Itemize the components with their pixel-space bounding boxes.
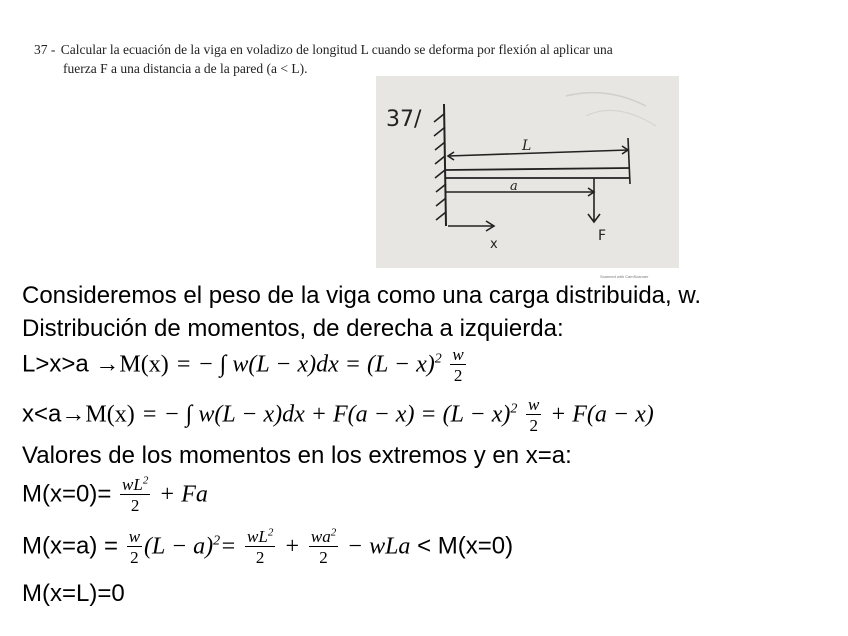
ma-eq: =: [220, 533, 237, 560]
problem-statement: [34, 40, 774, 78]
problem-line-2: fuerza F a una distancia a de la pared (a < L).: [63, 61, 308, 76]
problem-line-1: Calcular la ecuación de la viga en voladizo de longitud L cuando se deforma por flexión al aplicar una: [60, 42, 613, 57]
ma-frac2-den: 2: [255, 548, 265, 567]
case1-sup: 2: [434, 351, 442, 367]
case1-expr: = − ∫ w(L − x)dx = (L − x): [175, 351, 435, 378]
ma-label: M(x=a) =: [22, 532, 119, 560]
case1-line: [22, 346, 468, 384]
sketch-label-L: L: [522, 138, 532, 154]
problem-number: 37 -: [34, 42, 56, 57]
case2-tail: + F(a − x): [550, 401, 654, 428]
m0-tail: + Fa: [159, 481, 208, 508]
case2-lhs: M(x): [85, 401, 135, 428]
case2-fraction: [526, 396, 541, 434]
wall-line: [444, 104, 446, 226]
m0-line: [22, 476, 208, 514]
ma-line: [22, 528, 513, 566]
ma-fraction-3: [309, 528, 338, 566]
case1-prefix: L>x>a →: [22, 350, 120, 378]
ma-fraction: [127, 528, 142, 566]
ma-compare: < M(x=0): [417, 532, 514, 560]
case2-sup: 2: [510, 401, 518, 417]
force-arrow: [588, 196, 600, 222]
m0-label: M(x=0)=: [22, 480, 112, 508]
ma-mid-sup: 2: [213, 533, 221, 549]
case1-frac-num: w: [452, 345, 464, 364]
case2-line: [22, 396, 654, 434]
ma-plus: +: [283, 533, 301, 560]
case1-lhs: M(x): [119, 351, 169, 378]
sketch-number-label: 37/: [386, 107, 422, 132]
case1-frac-den: 2: [453, 366, 463, 385]
m0-fraction: [120, 476, 150, 514]
case2-frac-den: 2: [529, 416, 538, 435]
ma-frac-num: w: [128, 527, 141, 546]
beam-sketch-photo: [376, 76, 679, 268]
ma-tail: − wLa: [346, 533, 411, 560]
case1-fraction: [450, 346, 465, 384]
values-title: Valores de los momentos en los extremos y en x=a:: [22, 442, 572, 469]
case2-frac-num: w: [528, 395, 540, 414]
ma-mid: (L − a): [144, 533, 214, 560]
beam: [446, 168, 630, 178]
m0-frac-den: 2: [130, 496, 140, 515]
case2-prefix: x<a→: [22, 400, 86, 428]
case2-expr: = − ∫ w(L − x)dx + F(a − x) = (L − x): [141, 401, 511, 428]
ma-frac-den: 2: [130, 548, 139, 567]
sketch-label-x: x: [490, 237, 498, 252]
ma-fraction-2: [245, 528, 275, 566]
m0-frac-num: $wL^2$: [122, 474, 149, 494]
ml-line: M(x=L)=0: [22, 580, 125, 607]
beam-sketch: [376, 76, 679, 268]
scanner-caption: Scanned with CamScanner: [600, 274, 649, 279]
sketch-label-a: a: [510, 179, 518, 194]
ma-frac3-num: $wa^2$: [310, 526, 337, 546]
distribution-line: Distribución de momentos, de derecha a izquierda:: [22, 315, 564, 342]
ma-frac2-num: $wL^2$: [247, 526, 274, 546]
sketch-label-F: F: [598, 228, 607, 244]
ma-frac3-den: 2: [319, 548, 328, 567]
intro-line: Consideremos el peso de la viga como una carga distribuida, w.: [22, 282, 702, 309]
